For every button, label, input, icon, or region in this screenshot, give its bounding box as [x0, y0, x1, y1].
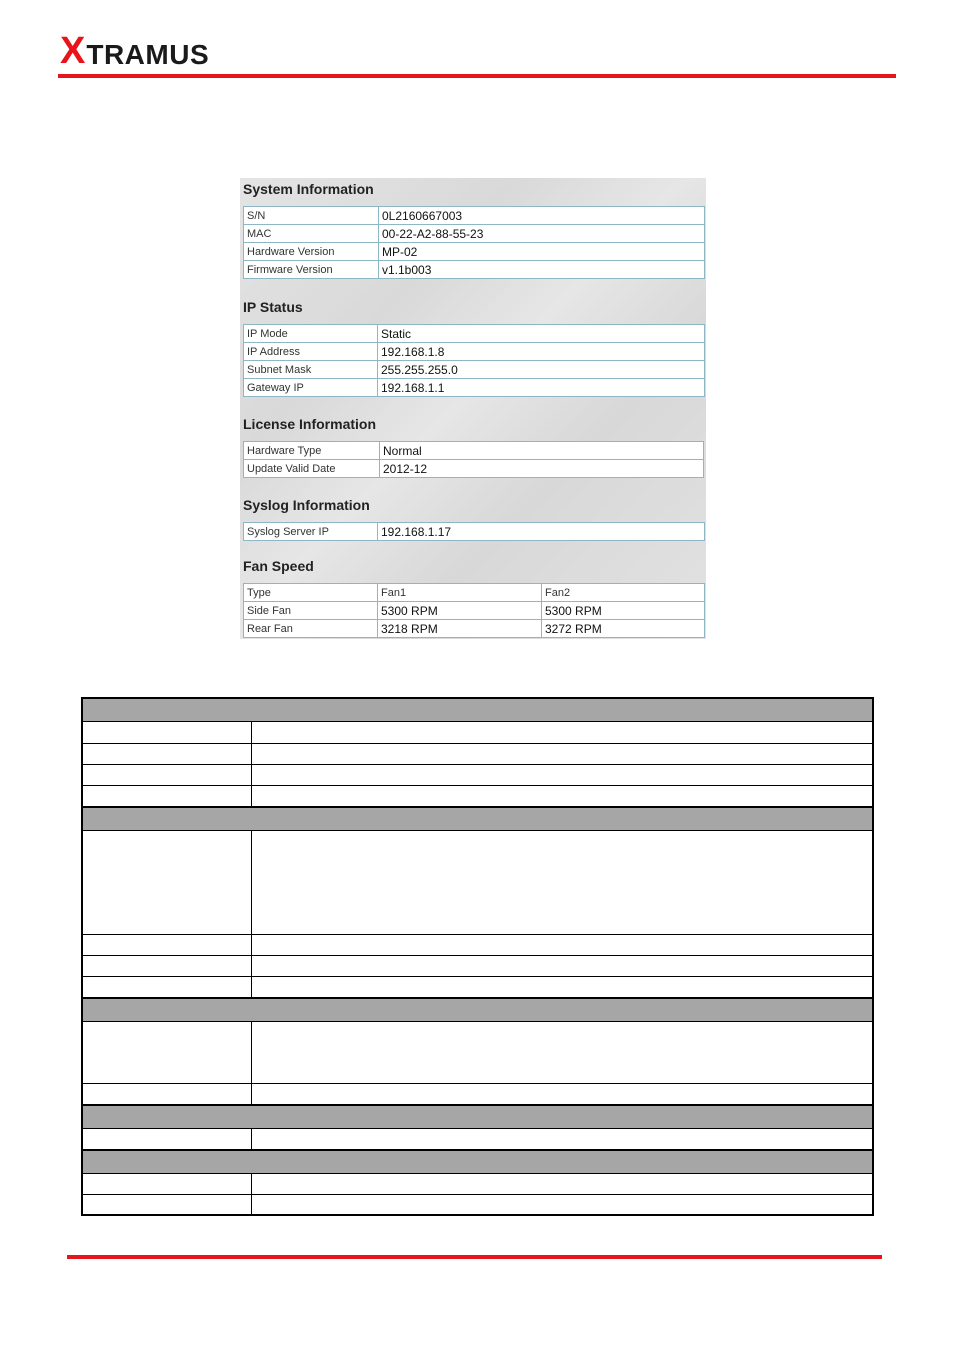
table-cell [83, 831, 252, 934]
table-cell [252, 765, 872, 785]
rear-fan-label: Rear Fan [244, 620, 378, 638]
table-row [244, 379, 705, 397]
system-information-table [243, 206, 705, 279]
footer-rule [67, 1255, 882, 1259]
ip-address-value: 192.168.1.8 [378, 343, 705, 361]
side-fan-label: Side Fan [244, 602, 378, 620]
table-cell [252, 1174, 872, 1194]
device-info-panel [240, 178, 706, 639]
mac-value: 00-22-A2-88-55-23 [379, 225, 705, 243]
gateway-ip-label: Gateway IP [244, 379, 378, 397]
table-cell [252, 1195, 872, 1214]
fan-speed-title: Fan Speed [243, 558, 314, 574]
rear-fan1-value: 3218 RPM [378, 620, 542, 638]
license-information-title: License Information [243, 416, 377, 432]
hardware-type-value: Normal [380, 442, 704, 460]
table-row [83, 721, 872, 743]
table-cell [83, 935, 252, 955]
syslog-information-table [243, 522, 705, 541]
table-row [83, 743, 872, 764]
hardware-version-label: Hardware Version [244, 243, 379, 261]
type-header: Type [244, 584, 378, 602]
hardware-version-value: MP-02 [379, 243, 705, 261]
table-row [244, 460, 704, 478]
table-row [83, 934, 872, 955]
table-cell [252, 935, 872, 955]
table-cell [252, 956, 872, 976]
fan-speed-table [243, 583, 705, 638]
rear-fan2-value: 3272 RPM [542, 620, 705, 638]
table-cell [83, 1084, 252, 1104]
table-row [244, 207, 705, 225]
table-row [244, 620, 705, 638]
logo-x: X [60, 30, 86, 72]
table-row [83, 976, 872, 997]
table-cell [252, 722, 872, 743]
table-cell [83, 786, 252, 806]
table-row [83, 1128, 872, 1149]
table-cell [252, 1084, 872, 1104]
table-row [83, 1021, 872, 1083]
sn-label: S/N [244, 207, 379, 225]
fan2-header: Fan2 [542, 584, 705, 602]
firmware-version-value: v1.1b003 [379, 261, 705, 279]
syslog-server-ip-label: Syslog Server IP [244, 523, 378, 541]
table-row [83, 1083, 872, 1104]
mac-label: MAC [244, 225, 379, 243]
update-valid-date-value: 2012-12 [380, 460, 704, 478]
table-row [244, 523, 705, 541]
section-header [83, 997, 872, 1021]
ip-mode-label: IP Mode [244, 325, 378, 343]
subnet-mask-value: 255.255.255.0 [378, 361, 705, 379]
subnet-mask-label: Subnet Mask [244, 361, 378, 379]
header-rule [58, 74, 896, 78]
table-row [244, 442, 704, 460]
section-header [83, 1104, 872, 1128]
sn-value: 0L2160667003 [379, 207, 705, 225]
section-header [83, 806, 872, 830]
fan1-header: Fan1 [378, 584, 542, 602]
table-row [83, 955, 872, 976]
table-row [83, 1173, 872, 1194]
table-cell [83, 744, 252, 764]
gateway-ip-value: 192.168.1.1 [378, 379, 705, 397]
table-row [244, 225, 705, 243]
table-row [244, 325, 705, 343]
table-row [83, 785, 872, 806]
ip-address-label: IP Address [244, 343, 378, 361]
ip-status-title: IP Status [243, 299, 303, 315]
table-cell [83, 956, 252, 976]
syslog-server-ip-value: 192.168.1.17 [378, 523, 705, 541]
ip-mode-value: Static [378, 325, 705, 343]
xtramus-logo [60, 30, 209, 70]
table-cell [252, 977, 872, 997]
table-cell [252, 1022, 872, 1083]
table-row [244, 243, 705, 261]
firmware-version-label: Firmware Version [244, 261, 379, 279]
table-row [244, 361, 705, 379]
logo-text: TRAMUS [86, 39, 210, 70]
table-cell [252, 744, 872, 764]
license-information-table [243, 441, 704, 478]
section-header [83, 699, 872, 721]
table-cell [83, 1174, 252, 1194]
table-cell [83, 722, 252, 743]
table-row [244, 261, 705, 279]
update-valid-date-label: Update Valid Date [244, 460, 380, 478]
table-cell [83, 1195, 252, 1214]
table-row [83, 830, 872, 934]
table-row [83, 764, 872, 785]
description-table [81, 697, 874, 1216]
ip-status-table [243, 324, 705, 397]
table-row [83, 1194, 872, 1214]
system-information-title: System Information [243, 181, 374, 197]
side-fan1-value: 5300 RPM [378, 602, 542, 620]
section-header [83, 1149, 872, 1173]
table-cell [252, 786, 872, 806]
hardware-type-label: Hardware Type [244, 442, 380, 460]
table-cell [252, 1129, 872, 1149]
table-cell [83, 1129, 252, 1149]
table-cell [83, 1022, 252, 1083]
table-cell [83, 765, 252, 785]
syslog-information-title: Syslog Information [243, 497, 370, 513]
table-cell [83, 977, 252, 997]
table-row [244, 602, 705, 620]
table-cell [252, 831, 872, 934]
side-fan2-value: 5300 RPM [542, 602, 705, 620]
table-row [244, 584, 705, 602]
table-row [244, 343, 705, 361]
